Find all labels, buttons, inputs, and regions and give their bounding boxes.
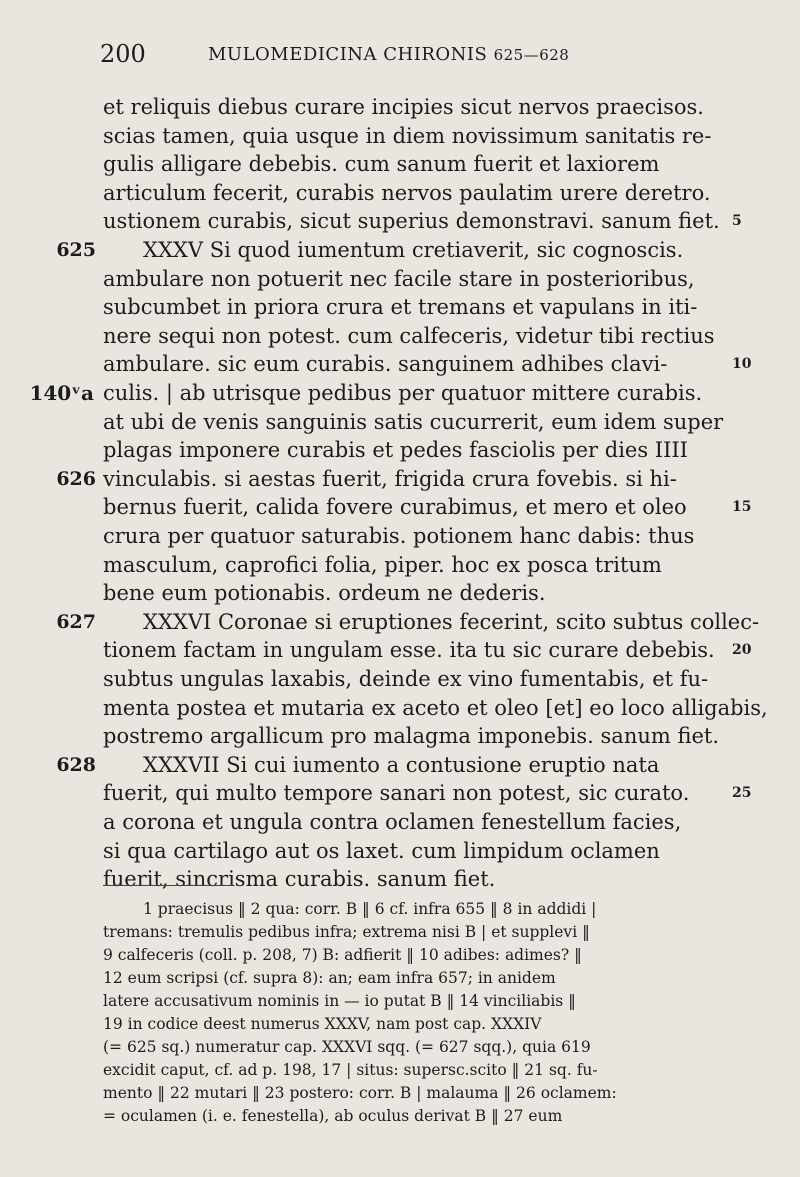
text-line: fuerit, sincrisma curabis. sanum fiet. <box>103 867 496 892</box>
text-line: crura per quatuor saturabis. potionem hanc dabis: thus <box>103 524 695 548</box>
text-line: XXXVI Coronae si eruptiones fecerint, scito subtus collec- <box>143 609 760 634</box>
section-number: 628 <box>56 753 96 776</box>
text-line: subtus ungulas laxabis, deinde ex vino fumentabis, et fu- <box>103 667 709 691</box>
text-line: menta postea et mutaria ex aceto et oleo [et] eo loco alligabis, <box>103 695 768 720</box>
text-line: ustionem curabis, sicut superius demonstravi. sanum fiet. <box>103 209 720 234</box>
text-line: subcumbet in priora crura et tremans et vapulans in iti- <box>103 295 698 320</box>
line-number: 5 <box>732 213 742 230</box>
line-number: 25 <box>732 785 752 802</box>
footnote-line: 1 praecisus ‖ 2 qua: corr. B ‖ 6 cf. infra 655 ‖ 8 in addidi | <box>143 900 597 918</box>
text-line: ambulare. sic eum curabis. sanguinem adhibes clavi- <box>103 352 668 377</box>
footnote-line: 19 in codice deest numerus XXXV, nam post cap. XXXIV <box>103 1015 542 1033</box>
footnote-line: = oculamen (i. e. fenestella), ab oculus derivat B ‖ 27 eum <box>103 1107 563 1125</box>
text-line: vinculabis. si aestas fuerit, frigida crura fovebis. si hi- <box>103 466 677 491</box>
text-line: gulis alligare debebis. cum sanum fuerit et laxiorem <box>103 152 660 177</box>
line-number: 20 <box>732 642 752 659</box>
text-line: plagas imponere curabis et pedes fasciolis per dies IIII <box>103 438 688 463</box>
text-line: articulum fecerit, curabis nervos paulatim urere deretro. <box>103 180 711 205</box>
text-line: scias tamen, quia usque in diem novissimum sanitatis re- <box>103 123 712 148</box>
text-line: tionem factam in ungulam esse. ita tu sic curare debebis. <box>103 638 715 663</box>
folio-marker: 140ᵛa <box>29 381 94 405</box>
section-number: 625 <box>56 239 96 261</box>
line-number: 10 <box>732 356 752 373</box>
page-header <box>100 40 740 76</box>
footnote-line: latere accusativum nominis in — io putat B ‖ 14 vinciliabis ‖ <box>103 992 576 1010</box>
text-line: bernus fuerit, calida fovere curabimus, et mero et oleo <box>103 495 687 520</box>
footnote-line: mento ‖ 22 mutari ‖ 23 postero: corr. B | malauma ‖ 26 oclamem: <box>103 1084 617 1102</box>
text-line: si qua cartilago aut os laxet. cum limpidum oclamen <box>103 838 660 863</box>
text-line: XXXV Si quod iumentum cretiaverit, sic cognoscis. <box>143 238 684 262</box>
text-line: culis. | ab utrisque pedibus per quatuor mittere curabis. <box>103 381 703 405</box>
footnote-line: 9 calfeceris (coll. p. 208, 7) B: adfierit ‖ 10 adibes: adimes? ‖ <box>103 946 582 964</box>
text-line: et reliquis diebus curare incipies sicut nervos praecisos. <box>103 95 704 119</box>
header-chapter-range: 625—628 <box>493 46 570 64</box>
footnote-line: excidit caput, cf. ad p. 198, 17 | situs: supersc.scito ‖ 21 sq. fu- <box>103 1061 598 1079</box>
section-number: 627 <box>56 610 96 633</box>
text-line: masculum, caprofici folia, piper. hoc ex posca tritum <box>103 552 662 577</box>
footnote-rule <box>103 885 233 886</box>
footnote-line: (= 625 sq.) numeratur cap. XXXVI sqq. (= 627 sqq.), quia 619 <box>103 1038 591 1056</box>
page-number: 200 <box>100 40 146 68</box>
text-line: XXXVII Si cui iumento a contusione eruptio nata <box>143 752 660 777</box>
text-line: nere sequi non potest. cum calfeceris, videtur tibi rectius <box>103 323 715 348</box>
footnote-line: tremans: tremulis pedibus infra; extrema nisi B | et supplevi ‖ <box>103 923 590 941</box>
text-line: fuerit, qui multo tempore sanari non potest, sic curato. <box>103 781 690 806</box>
running-title <box>208 44 569 65</box>
section-number: 626 <box>56 467 96 490</box>
text-line: a corona et ungula contra oclamen fenestellum facies, <box>103 810 682 834</box>
running-title-text: MULOMEDICINA CHIRONIS <box>208 44 488 65</box>
footnote-line: 12 eum scripsi (cf. supra 8): an; eam infra 657; in anidem <box>103 969 556 987</box>
text-line: bene eum potionabis. ordeum ne dederis. <box>103 581 546 606</box>
line-number: 15 <box>732 499 752 516</box>
text-line: postremo argallicum pro malagma imponebis. sanum fiet. <box>103 724 720 749</box>
text-line: at ubi de venis sanguinis satis cucurrerit, eum idem super <box>103 409 724 434</box>
text-line: ambulare non potuerit nec facile stare in posterioribus, <box>103 266 695 291</box>
